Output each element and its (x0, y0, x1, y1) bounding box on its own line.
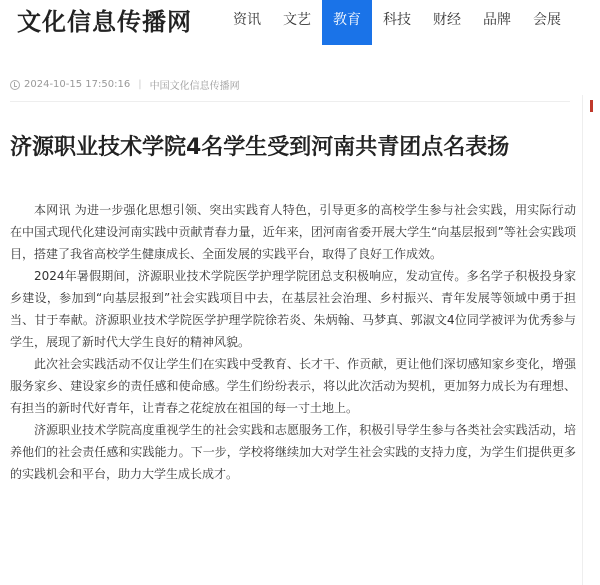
nav-item-news[interactable]: 资讯 (233, 12, 261, 28)
header-divider (10, 101, 570, 102)
nav-item-tech[interactable]: 科技 (383, 12, 411, 28)
article-paragraph: 济源职业技术学院高度重视学生的社会实践和志愿服务工作，积极引导学生参与各类社会实践活动，培养他们的社会责任感和实践能力。下一步，学校将继续加大对学生社会实践的支持力度，为学生们提供更多的实践机会和平台，助力大学生成长成才。 (10, 423, 576, 481)
article-meta (10, 77, 240, 92)
article-source[interactable]: 中国文化信息传播网 (149, 81, 240, 92)
article-paragraph: 2024年暑假期间，济源职业技术学院医学护理学院团总支积极响应，发动宣传。多名学子积极投身家乡建设，参加到“向基层报到”社会实践项目中去，在基层社会治理、乡村振兴、青年发展等领域中勇于担当、甘于奉献。济源职业技术学院医学护理学院徐若炎、朱炳翰、马梦真、郭淑文4位同学被评为优秀参与学生，展现了新时代大学生良好的精神风貌。 (10, 269, 576, 349)
meta-divider: | (138, 79, 142, 90)
article-paragraph: 本网讯 为进一步强化思想引领、突出实践育人特色，引导更多的高校学生参与社会实践，用实际行动在中国式现代化建设河南实践中贡献青春力量，近年来，团河南省委开展大学生“向基层报到”等社会实践项目，搭建了我省高校学生健康成长、全面发展的实践平台，取得了良好工作成效。 (10, 203, 576, 261)
site-logo[interactable]: 文化信息传播网 (17, 8, 192, 36)
article-paragraph: 此次社会实践活动不仅让学生们在实践中受教育、长才干、作贡献，更让他们深切感知家乡变化，增强服务家乡、建设家乡的责任感和使命感。学生们纷纷表示，将以此次活动为契机，更加努力成长为有理想、有担当的新时代好青年，让青春之花绽放在祖国的每一寸土地上。 (10, 357, 576, 415)
article-title: 济源职业技术学院4名学生受到河南共青团点名表扬 (10, 135, 510, 160)
sidebar-divider (582, 95, 583, 585)
site-header (0, 0, 600, 45)
nav-item-arts[interactable]: 文艺 (283, 12, 311, 28)
main-nav (222, 0, 572, 45)
nav-item-education[interactable]: 教育 (322, 0, 372, 45)
nav-item-finance[interactable]: 财经 (433, 12, 461, 28)
nav-item-brand[interactable]: 品牌 (483, 12, 511, 28)
nav-item-expo[interactable]: 会展 (533, 12, 561, 28)
sidebar-section-marker (590, 100, 600, 112)
clock-icon (10, 80, 20, 90)
article-body (10, 199, 576, 485)
article-datetime: 2024-10-15 17:50:16 (24, 79, 131, 90)
